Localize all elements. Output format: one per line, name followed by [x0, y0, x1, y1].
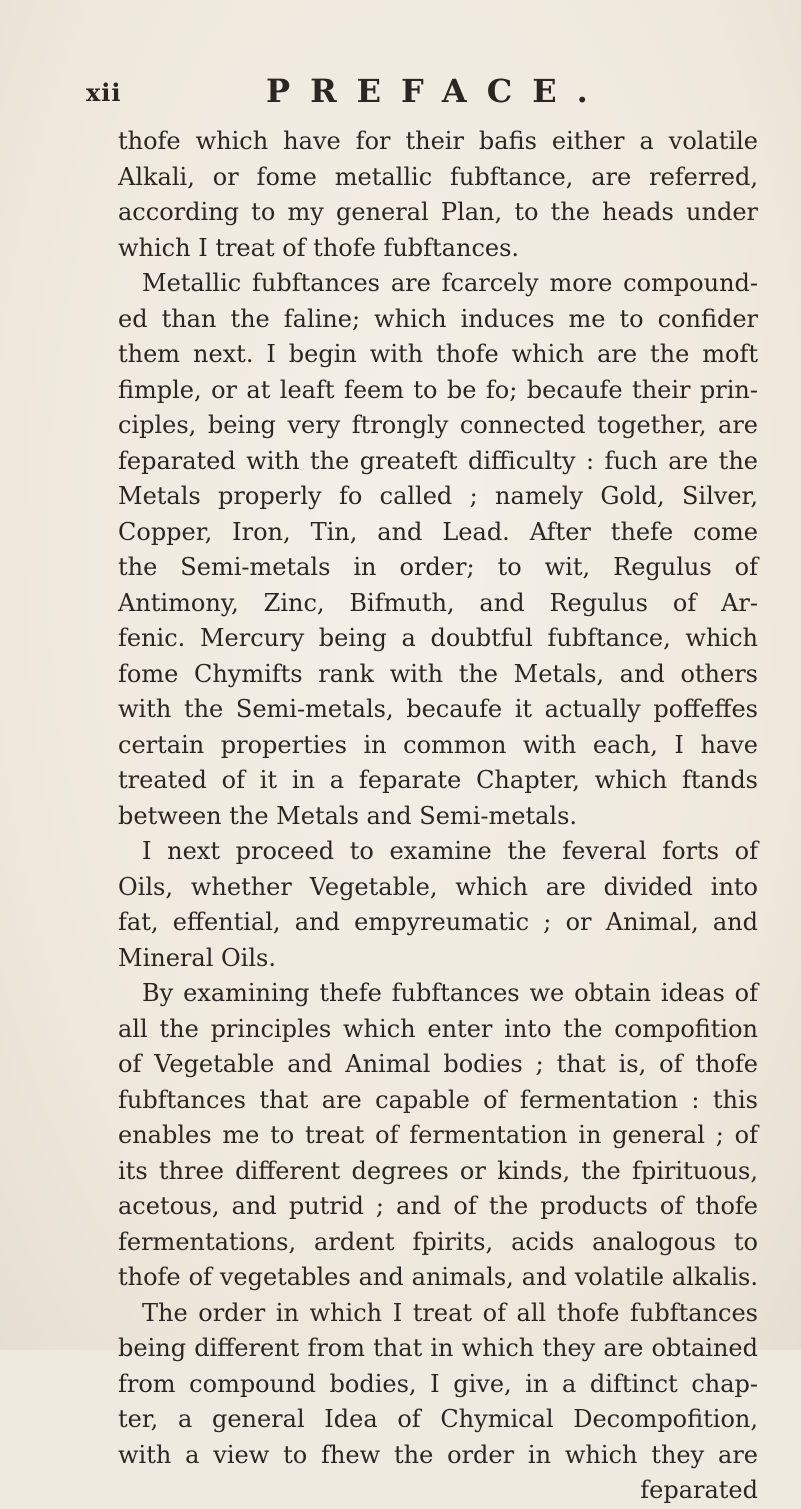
text-line: Alkali, or fome metallic fubftance, are referred, [118, 162, 758, 191]
text-line: ed than the faline; which induces me to confider [118, 304, 758, 333]
text-line: fenic. Mercury being a doubtful fubftance, which [118, 624, 758, 652]
text-line: which I treat of thofe fubftances. [118, 233, 520, 262]
text-line: of Vegetable and Animal bodies ; that is, of thofe [118, 1050, 758, 1078]
text-line: fimple, or at leaft feem to be fo; becaufe their prin- [118, 375, 758, 404]
text-line: with a view to fhew the order in which they are [118, 1440, 758, 1469]
text-line: ter, a general Idea of Chymical Decompofition, [118, 1405, 758, 1433]
text-line: according to my general Plan, to the heads under [118, 198, 758, 226]
text-line: fubftances that are capable of fermentation : this [118, 1085, 758, 1114]
body-text [118, 124, 758, 1509]
text-line: Copper, Iron, Tin, and Lead. After thefe come [118, 517, 758, 546]
text-line: fat, effential, and empyreumatic ; or Animal, and [118, 908, 758, 936]
page-number: xii [86, 78, 122, 107]
running-title: PREFACE. [266, 72, 608, 110]
text-line: treated of it in a feparate Chapter, which ftands [118, 766, 758, 794]
text-line: acetous, and putrid ; and of the products of thofe [118, 1192, 758, 1220]
text-line: Metals properly fo called ; namely Gold, Silver, [118, 482, 758, 510]
text-line: certain properties in common with each, I have [118, 730, 758, 759]
text-line: all the principles which enter into the compofition [118, 1014, 758, 1043]
text-line: from compound bodies, I give, in a diftinct chap- [118, 1369, 758, 1398]
text-line: its three different degrees or kinds, the fpirituous, [118, 1156, 758, 1185]
text-line: between the Metals and Semi-metals. [118, 801, 578, 830]
text-line: Mineral Oils. [118, 943, 276, 972]
text-line: being different from that in which they are obtained [118, 1334, 758, 1362]
text-line: the Semi-metals in order; to wit, Regulus of [118, 553, 758, 581]
page-header [86, 72, 736, 116]
text-line: The order in which I treat of all thofe fubftances [142, 1298, 758, 1327]
text-line: Antimony, Zinc, Bifmuth, and Regulus of Ar- [118, 588, 758, 617]
text-line: Oils, whether Vegetable, which are divided into [118, 872, 758, 901]
text-line: thofe which have for their bafis either a volatile [118, 127, 758, 155]
text-line: fome Chymifts rank with the Metals, and others [118, 659, 758, 688]
text-line: ciples, being very ftrongly connected together, are [118, 411, 758, 439]
text-line: Metallic fubftances are fcarcely more compound- [142, 269, 758, 297]
text-line: fermentations, ardent fpirits, acids analogous to [118, 1227, 758, 1256]
text-line: feparated with the greateft difficulty : fuch are the [118, 446, 758, 475]
text-line: enables me to treat of fermentation in general ; of [118, 1121, 758, 1149]
text-line: I next proceed to examine the feveral forts of [142, 837, 758, 865]
text-line: them next. I begin with thofe which are the moft [118, 340, 758, 368]
catchword: feparated [640, 1476, 758, 1504]
text-line: thofe of vegetables and animals, and volatile alkalis. [118, 1263, 758, 1291]
text-line: By examining thefe fubftances we obtain ideas of [142, 979, 758, 1007]
text-line: with the Semi-metals, becaufe it actually poffeffes [118, 695, 758, 723]
